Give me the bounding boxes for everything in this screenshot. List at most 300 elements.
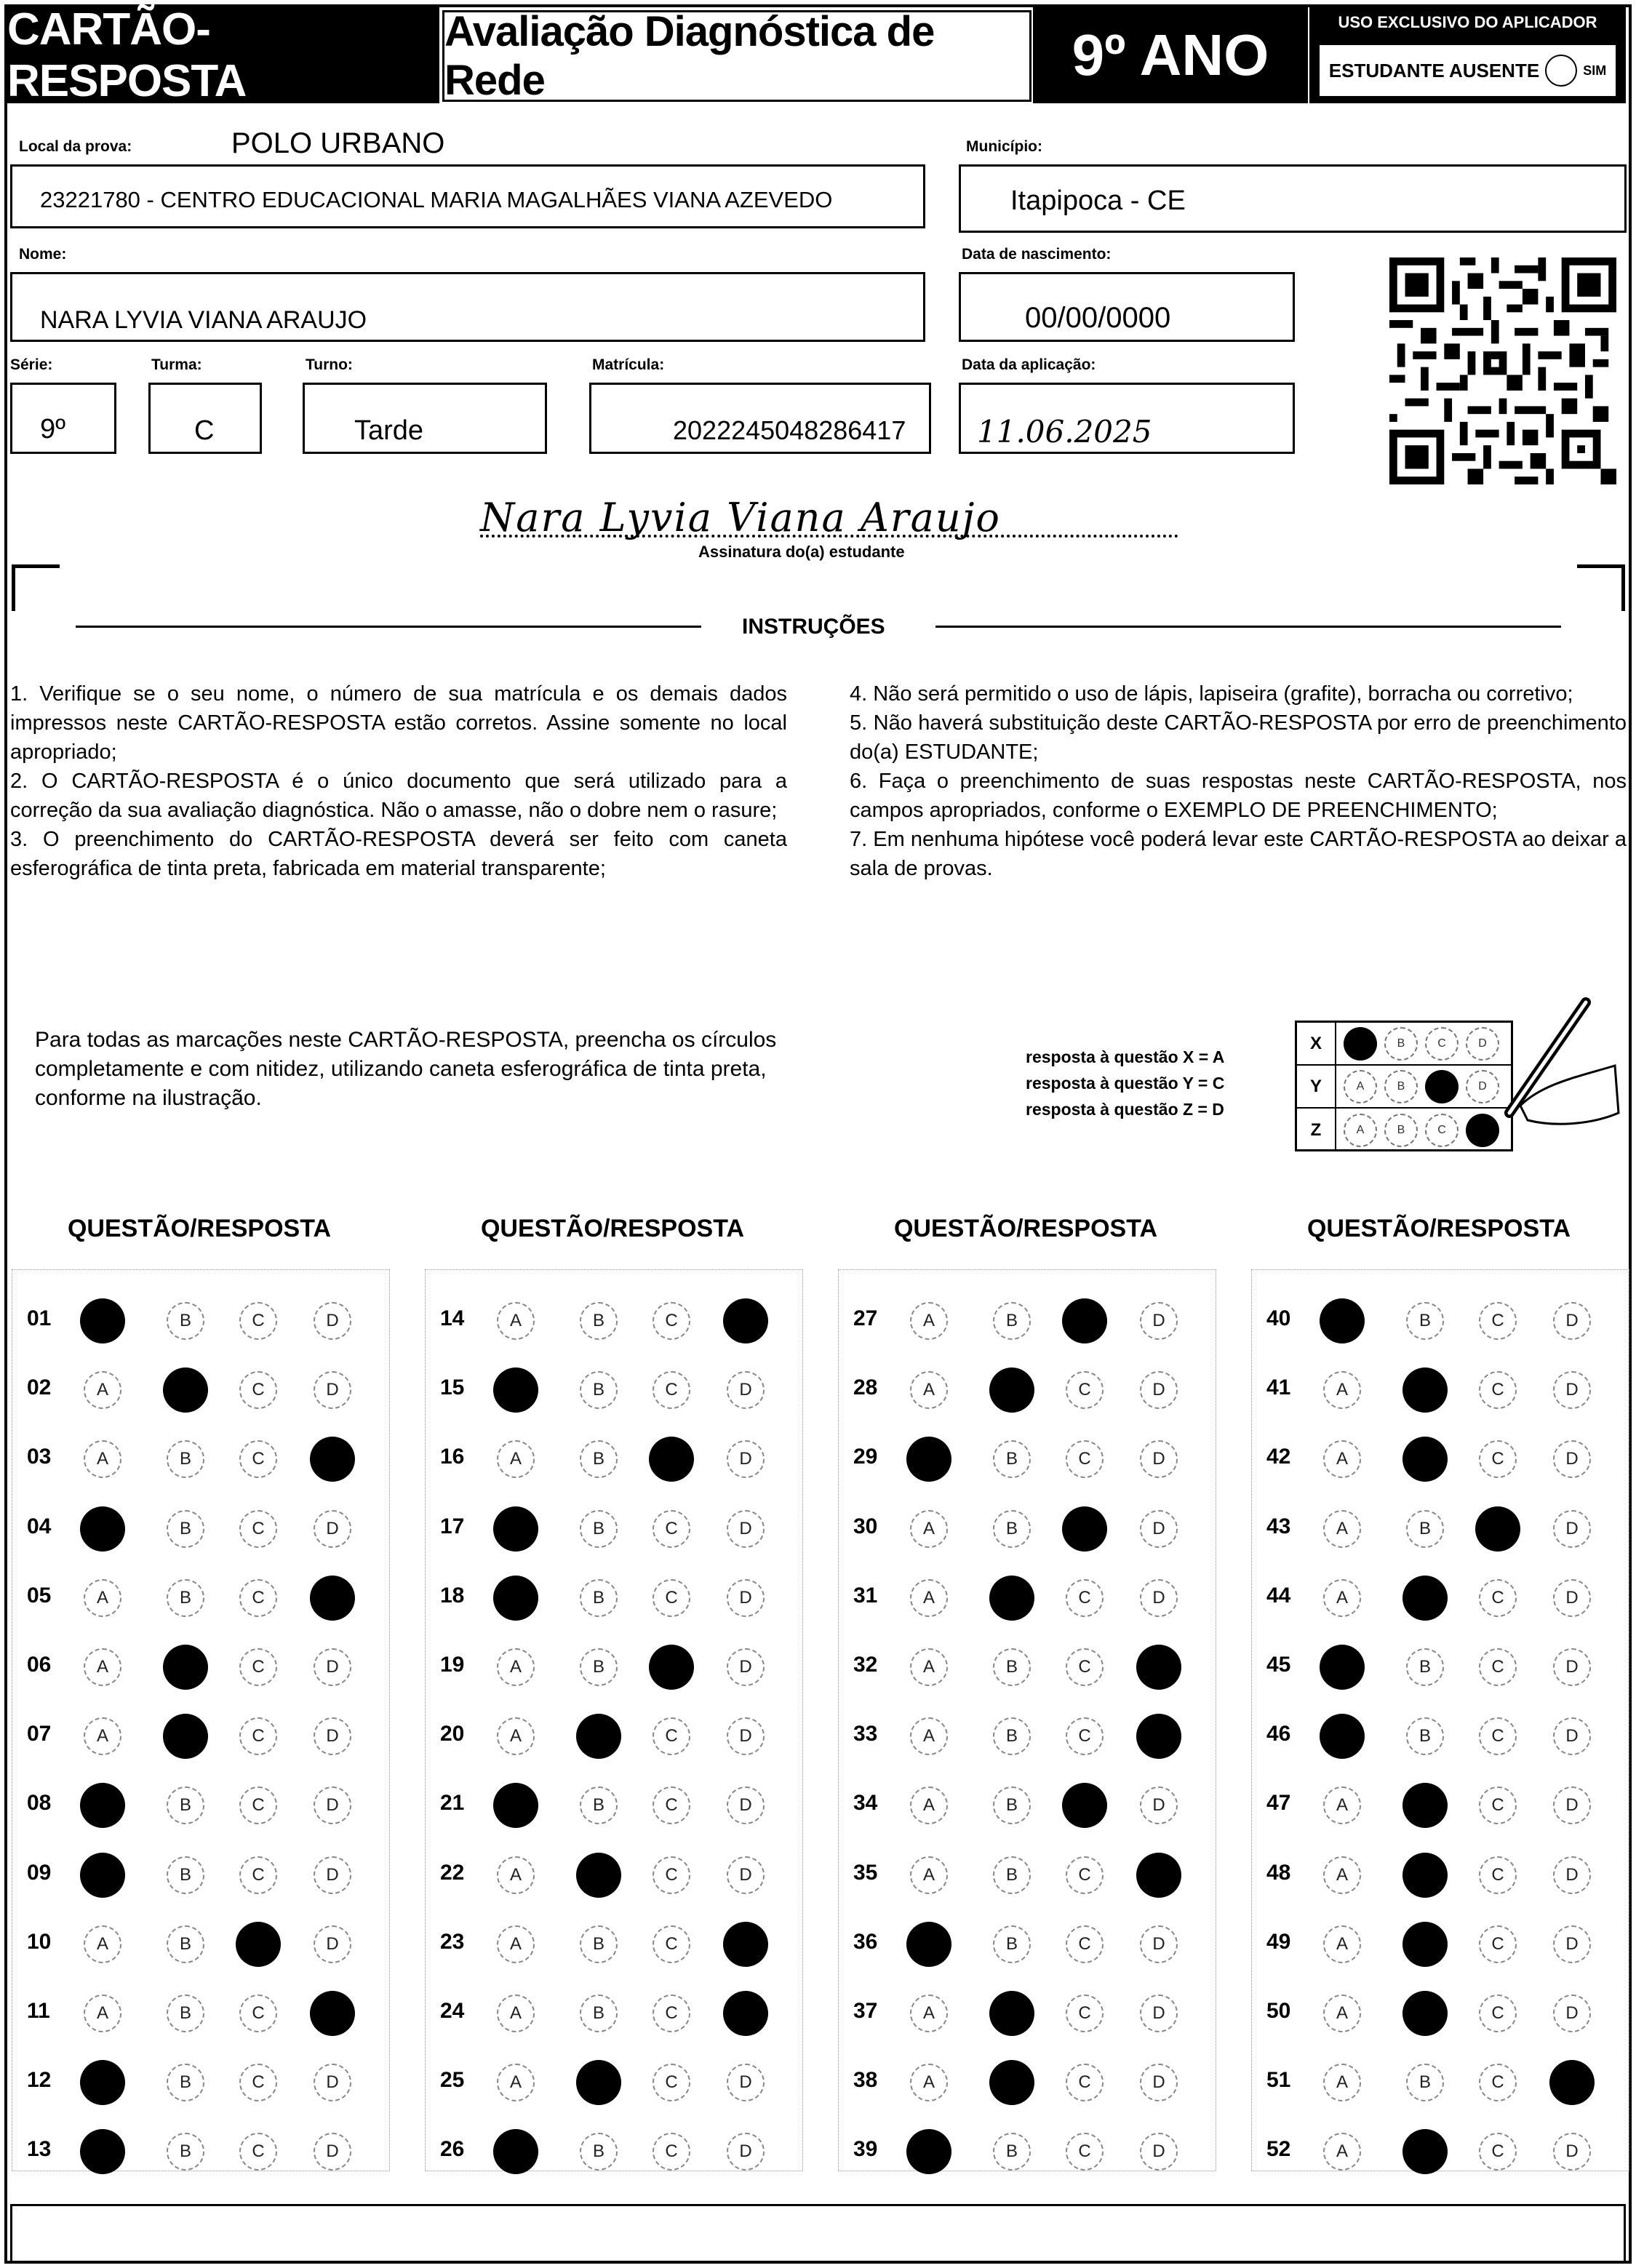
answer-bubble[interactable]: D bbox=[1140, 2133, 1178, 2171]
answer-bubble[interactable]: A bbox=[84, 1717, 121, 1755]
answer-bubble[interactable]: A bbox=[84, 1371, 121, 1409]
example-bubble: B bbox=[1384, 1027, 1418, 1061]
answer-bubble[interactable]: C bbox=[1479, 1925, 1517, 1963]
answer-bubble-filled[interactable]: B bbox=[576, 1714, 621, 1759]
answer-bubble[interactable]: B bbox=[580, 2133, 618, 2171]
legend-z: resposta à questão Z = D bbox=[1026, 1100, 1224, 1119]
municipio-value: Itapipoca - CE bbox=[1010, 185, 1186, 216]
question-number: 38 bbox=[853, 2068, 878, 2093]
nascimento-box bbox=[959, 272, 1295, 342]
answer-bubble[interactable]: D bbox=[1553, 1995, 1591, 2032]
question-number: 30 bbox=[853, 1514, 878, 1538]
answer-bubble-filled[interactable]: C bbox=[236, 1922, 281, 1967]
answer-bubble[interactable]: B bbox=[993, 1648, 1031, 1686]
answer-bubble[interactable]: C bbox=[1066, 1856, 1104, 1894]
answer-bubble[interactable]: D bbox=[314, 1371, 351, 1409]
answer-bubble-filled[interactable]: B bbox=[1402, 1853, 1448, 1898]
answer-bubble[interactable]: B bbox=[167, 1579, 204, 1617]
question-row bbox=[12, 1853, 389, 1897]
legend-x: resposta à questão X = A bbox=[1026, 1047, 1225, 1066]
answer-bubble[interactable]: D bbox=[727, 1786, 765, 1824]
answer-bubble-filled[interactable]: B bbox=[163, 1645, 208, 1690]
question-row bbox=[426, 1507, 802, 1551]
example-bubble: D bbox=[1466, 1070, 1499, 1103]
answer-bubble[interactable]: C bbox=[1479, 1371, 1517, 1409]
answer-bubble[interactable]: A bbox=[910, 1371, 948, 1409]
answer-bubble[interactable]: D bbox=[1140, 1510, 1178, 1548]
matricula-box bbox=[589, 383, 931, 454]
question-number: 24 bbox=[440, 1999, 465, 2023]
answer-bubble-filled[interactable]: D bbox=[723, 1298, 768, 1343]
question-number: 02 bbox=[27, 1375, 52, 1400]
answer-bubble[interactable]: A bbox=[1323, 1856, 1361, 1894]
answer-bubble-filled[interactable]: C bbox=[1062, 1298, 1107, 1343]
answer-bubble[interactable]: D bbox=[727, 1856, 765, 1894]
answer-bubble-filled[interactable]: B bbox=[163, 1714, 208, 1759]
answer-bubble[interactable]: C bbox=[1066, 1371, 1104, 1409]
question-row bbox=[426, 1645, 802, 1689]
signature-caption: Assinatura do(a) estudante bbox=[698, 543, 905, 561]
answer-bubble[interactable]: C bbox=[1066, 1440, 1104, 1478]
answer-bubble[interactable]: D bbox=[1553, 1717, 1591, 1755]
answer-bubble-filled[interactable]: C bbox=[1062, 1783, 1107, 1828]
absent-option: SIM bbox=[1583, 63, 1607, 78]
answer-bubble[interactable]: D bbox=[1553, 1371, 1591, 1409]
question-number: 06 bbox=[27, 1653, 52, 1677]
question-number: 25 bbox=[440, 2068, 465, 2093]
answer-bubble-filled[interactable]: D bbox=[723, 1991, 768, 2036]
answer-bubble[interactable]: C bbox=[1479, 1648, 1517, 1686]
question-number: 46 bbox=[1266, 1722, 1291, 1746]
answer-bubble[interactable]: A bbox=[497, 1925, 535, 1963]
answer-bubble[interactable]: C bbox=[1479, 1995, 1517, 2032]
answer-bubble[interactable]: C bbox=[239, 1371, 277, 1409]
question-number: 18 bbox=[440, 1583, 465, 1608]
answer-bubble[interactable]: B bbox=[993, 2133, 1031, 2171]
aplicacao-box bbox=[959, 383, 1295, 454]
absent-checkbox[interactable] bbox=[1545, 55, 1577, 87]
question-number: 07 bbox=[27, 1722, 52, 1746]
absent-box bbox=[1318, 44, 1617, 97]
answer-bubble[interactable]: A bbox=[910, 1717, 948, 1755]
question-row bbox=[426, 1368, 802, 1412]
question-number: 04 bbox=[27, 1514, 52, 1538]
answer-bubble-filled[interactable]: A bbox=[80, 1506, 125, 1552]
question-row bbox=[1252, 1853, 1629, 1897]
answer-bubble[interactable]: C bbox=[1479, 1856, 1517, 1894]
question-number: 39 bbox=[853, 2137, 878, 2162]
example-bubble: D bbox=[1466, 1027, 1499, 1061]
answer-bubble[interactable]: B bbox=[580, 1510, 618, 1548]
answer-bubble[interactable]: C bbox=[653, 1717, 690, 1755]
answer-bubble[interactable]: B bbox=[167, 1856, 204, 1894]
answer-bubble-filled[interactable]: A bbox=[493, 1367, 538, 1413]
answer-bubble[interactable]: D bbox=[1140, 1786, 1178, 1824]
answer-bubble[interactable]: D bbox=[1553, 1856, 1591, 1894]
answer-bubble[interactable]: D bbox=[1553, 1648, 1591, 1686]
answer-bubble-filled[interactable]: B bbox=[576, 1853, 621, 1898]
answer-bubble-filled[interactable]: C bbox=[649, 1645, 694, 1690]
answer-bubble[interactable]: B bbox=[167, 1510, 204, 1548]
answer-bubble[interactable]: B bbox=[167, 2064, 204, 2101]
question-number: 43 bbox=[1266, 1514, 1291, 1538]
question-number: 05 bbox=[27, 1583, 52, 1608]
question-row bbox=[12, 1437, 389, 1481]
answer-bubble[interactable]: A bbox=[910, 1579, 948, 1617]
turma-box bbox=[148, 383, 262, 454]
question-row bbox=[12, 1299, 389, 1343]
legend-y: resposta à questão Y = C bbox=[1026, 1074, 1225, 1093]
question-number: 12 bbox=[27, 2068, 52, 2093]
answer-bubble[interactable]: A bbox=[910, 1510, 948, 1548]
answer-bubble[interactable]: B bbox=[580, 1648, 618, 1686]
example-bubble: C bbox=[1425, 1027, 1459, 1061]
answer-bubble[interactable]: D bbox=[1553, 1302, 1591, 1340]
answer-bubble[interactable]: C bbox=[653, 1302, 690, 1340]
answer-bubble[interactable]: B bbox=[167, 2133, 204, 2171]
answer-bubble[interactable]: C bbox=[1066, 2133, 1104, 2171]
question-row bbox=[426, 1784, 802, 1827]
answer-bubble-filled[interactable]: D bbox=[310, 1991, 355, 2036]
answer-bubble[interactable]: B bbox=[993, 1302, 1031, 1340]
answer-bubble-filled[interactable]: A bbox=[80, 1298, 125, 1343]
nome-value: NARA LYVIA VIANA ARAUJO bbox=[40, 306, 367, 334]
answer-bubble[interactable]: A bbox=[497, 1302, 535, 1340]
corner-top-right bbox=[1577, 564, 1625, 611]
answer-bubble[interactable]: D bbox=[314, 1302, 351, 1340]
question-row bbox=[12, 1507, 389, 1551]
answer-bubble[interactable]: C bbox=[653, 2064, 690, 2101]
example-row-label: Y bbox=[1297, 1066, 1336, 1107]
question-number: 41 bbox=[1266, 1375, 1291, 1400]
answer-bubble-filled[interactable]: B bbox=[576, 2060, 621, 2105]
answer-bubble-filled[interactable]: A bbox=[493, 1783, 538, 1828]
answer-bubble-filled[interactable]: A bbox=[80, 2060, 125, 2105]
answer-bubble[interactable]: C bbox=[653, 1995, 690, 2032]
question-row bbox=[12, 2130, 389, 2173]
answer-bubble[interactable]: C bbox=[653, 1371, 690, 1409]
answer-bubble[interactable]: B bbox=[580, 1371, 618, 1409]
answer-bubble[interactable]: A bbox=[1323, 1925, 1361, 1963]
question-row bbox=[12, 1922, 389, 1966]
question-row bbox=[12, 1645, 389, 1689]
answer-bubble[interactable]: C bbox=[1066, 2064, 1104, 2101]
example-text: Para todas as marcações neste CARTÃO-RESPOSTA, preencha os círculos completamente e com nitidez, utilizando caneta esferográfica de tinta preta, conforme na ilustração. bbox=[35, 1028, 777, 1110]
answer-bubble[interactable]: D bbox=[727, 2133, 765, 2171]
example-bubble: A bbox=[1344, 1070, 1377, 1103]
answer-bubble-filled[interactable]: B bbox=[1402, 1437, 1448, 1482]
answer-bubble-filled[interactable]: A bbox=[1320, 1298, 1365, 1343]
answer-bubble[interactable]: B bbox=[580, 1925, 618, 1963]
answer-bubble[interactable]: B bbox=[1406, 1648, 1444, 1686]
answer-bubble[interactable]: D bbox=[1553, 1510, 1591, 1548]
answer-bubble[interactable]: D bbox=[1553, 1440, 1591, 1478]
answer-bubble[interactable]: D bbox=[314, 2133, 351, 2171]
answer-bubble[interactable]: C bbox=[239, 1510, 277, 1548]
instruction-1: 1. Verifique se o seu nome, o número de sua matrícula e os demais dados impressos neste CARTÃO-RESPOSTA estão corretos. Assine somente no local apropriado; bbox=[10, 682, 787, 764]
question-row bbox=[426, 1299, 802, 1343]
answer-bubble[interactable]: D bbox=[314, 1786, 351, 1824]
question-row bbox=[839, 1992, 1216, 2035]
answer-bubble-filled[interactable]: D bbox=[1136, 1853, 1181, 1898]
answer-column-3 bbox=[838, 1269, 1216, 2171]
answer-bubble[interactable]: C bbox=[239, 1786, 277, 1824]
answer-bubble[interactable]: B bbox=[167, 1995, 204, 2032]
answer-bubble[interactable]: C bbox=[239, 2064, 277, 2101]
answer-bubble[interactable]: B bbox=[167, 1925, 204, 1963]
answer-bubble-filled[interactable]: C bbox=[649, 1437, 694, 1482]
answer-bubble[interactable]: C bbox=[1066, 1579, 1104, 1617]
answer-bubble[interactable]: A bbox=[497, 2064, 535, 2101]
answer-bubble[interactable]: A bbox=[910, 1786, 948, 1824]
answer-bubble[interactable]: C bbox=[1479, 1717, 1517, 1755]
answer-bubble-filled[interactable]: B bbox=[1402, 1991, 1448, 2036]
answer-column-2 bbox=[425, 1269, 803, 2171]
answer-bubble[interactable]: D bbox=[1140, 1579, 1178, 1617]
grade-label: 9º ANO bbox=[1033, 7, 1308, 103]
serie-box bbox=[10, 383, 116, 454]
answer-bubble[interactable]: C bbox=[653, 2133, 690, 2171]
answer-bubble[interactable]: D bbox=[1140, 1995, 1178, 2032]
question-number: 10 bbox=[27, 1929, 52, 1954]
answer-bubble[interactable]: B bbox=[993, 1856, 1031, 1894]
answer-bubble[interactable]: C bbox=[239, 1302, 277, 1340]
question-number: 52 bbox=[1266, 2137, 1291, 2162]
answer-bubble[interactable]: C bbox=[653, 1856, 690, 1894]
question-row bbox=[839, 1853, 1216, 1897]
answer-bubble[interactable]: A bbox=[84, 1995, 121, 2032]
example-bubble-filled bbox=[1344, 1027, 1377, 1061]
answer-bubble[interactable]: A bbox=[84, 1925, 121, 1963]
answer-bubble[interactable]: C bbox=[1479, 1579, 1517, 1617]
answer-bubble-filled[interactable]: B bbox=[163, 1367, 208, 1413]
answer-bubble[interactable]: D bbox=[727, 1440, 765, 1478]
answer-bubble-filled[interactable]: A bbox=[493, 1506, 538, 1552]
answer-bubble[interactable]: C bbox=[239, 1856, 277, 1894]
question-row bbox=[426, 2061, 802, 2104]
answer-bubble-filled[interactable]: B bbox=[989, 2060, 1034, 2105]
answer-bubble-filled[interactable]: A bbox=[80, 2129, 125, 2174]
answer-bubble-filled[interactable]: B bbox=[989, 1367, 1034, 1413]
answer-bubble-filled[interactable]: B bbox=[989, 1576, 1034, 1621]
question-row bbox=[839, 1299, 1216, 1343]
nascimento-label: Data de nascimento: bbox=[962, 246, 1112, 263]
answer-bubble[interactable]: C bbox=[1066, 1995, 1104, 2032]
answer-bubble[interactable]: D bbox=[1553, 1786, 1591, 1824]
answer-bubble-filled[interactable]: A bbox=[80, 1783, 125, 1828]
answer-bubble-filled[interactable]: B bbox=[1402, 2129, 1448, 2174]
answer-bubble[interactable]: C bbox=[239, 1717, 277, 1755]
answer-bubble[interactable]: D bbox=[727, 1510, 765, 1548]
answer-bubble[interactable]: B bbox=[1406, 2064, 1444, 2101]
answer-bubble-filled[interactable]: A bbox=[1320, 1645, 1365, 1690]
question-number: 31 bbox=[853, 1583, 878, 1608]
question-row bbox=[426, 1992, 802, 2035]
question-number: 35 bbox=[853, 1860, 878, 1885]
answer-bubble[interactable]: C bbox=[239, 1579, 277, 1617]
answer-bubble[interactable]: A bbox=[497, 1648, 535, 1686]
answer-bubble-filled[interactable]: D bbox=[1549, 2060, 1595, 2105]
answer-bubble-filled[interactable]: D bbox=[723, 1922, 768, 1967]
answer-bubble[interactable]: B bbox=[993, 1925, 1031, 1963]
answer-bubble[interactable]: A bbox=[1323, 2133, 1361, 2171]
question-row bbox=[1252, 1714, 1629, 1758]
answer-bubble-filled[interactable]: B bbox=[1402, 1783, 1448, 1828]
answer-bubble[interactable]: A bbox=[497, 1856, 535, 1894]
answer-bubble-filled[interactable]: B bbox=[1402, 1922, 1448, 1967]
answer-bubble[interactable]: B bbox=[993, 1786, 1031, 1824]
question-number: 23 bbox=[440, 1929, 465, 1954]
answer-bubble[interactable]: B bbox=[580, 1786, 618, 1824]
answer-bubble[interactable]: C bbox=[239, 1995, 277, 2032]
question-number: 40 bbox=[1266, 1306, 1291, 1330]
answer-bubble-filled[interactable]: D bbox=[1136, 1714, 1181, 1759]
answer-bubble[interactable]: B bbox=[167, 1786, 204, 1824]
answer-bubble[interactable]: D bbox=[1140, 1925, 1178, 1963]
question-row bbox=[839, 1507, 1216, 1551]
answer-bubble[interactable]: A bbox=[497, 1717, 535, 1755]
question-row bbox=[12, 2061, 389, 2104]
question-number: 44 bbox=[1266, 1583, 1291, 1608]
answer-bubble-filled[interactable]: B bbox=[1402, 1367, 1448, 1413]
answer-bubble[interactable]: C bbox=[1479, 2133, 1517, 2171]
answer-bubble[interactable]: A bbox=[1323, 1371, 1361, 1409]
answer-bubble-filled[interactable]: D bbox=[310, 1437, 355, 1482]
answer-bubble[interactable]: D bbox=[727, 1717, 765, 1755]
answer-bubble[interactable]: A bbox=[1323, 1786, 1361, 1824]
answer-bubble[interactable]: D bbox=[1553, 1579, 1591, 1617]
answer-bubble[interactable]: A bbox=[1323, 1510, 1361, 1548]
answer-bubble[interactable]: A bbox=[1323, 1579, 1361, 1617]
answer-bubble[interactable]: A bbox=[910, 1995, 948, 2032]
answer-bubble[interactable]: C bbox=[1479, 1440, 1517, 1478]
answer-bubble[interactable]: D bbox=[314, 1925, 351, 1963]
answer-bubble[interactable]: D bbox=[727, 1371, 765, 1409]
column-title-3: QUESTÃO/RESPOSTA bbox=[893, 1215, 1158, 1242]
answer-bubble[interactable]: A bbox=[84, 1440, 121, 1478]
answer-bubble-filled[interactable]: B bbox=[989, 1991, 1034, 2036]
answer-bubble[interactable]: B bbox=[993, 1510, 1031, 1548]
answer-bubble[interactable]: A bbox=[1323, 2064, 1361, 2101]
answer-bubble[interactable]: A bbox=[1323, 1995, 1361, 2032]
answer-bubble[interactable]: C bbox=[653, 1925, 690, 1963]
answer-bubble[interactable]: D bbox=[1140, 1302, 1178, 1340]
answer-bubble[interactable]: D bbox=[1140, 2064, 1178, 2101]
answer-bubble[interactable]: B bbox=[993, 1440, 1031, 1478]
answer-bubble[interactable]: D bbox=[1140, 1371, 1178, 1409]
answer-bubble[interactable]: C bbox=[653, 1510, 690, 1548]
answer-bubble-filled[interactable]: A bbox=[493, 2129, 538, 2174]
answer-bubble[interactable]: B bbox=[993, 1717, 1031, 1755]
answer-bubble[interactable]: D bbox=[727, 2064, 765, 2101]
question-number: 27 bbox=[853, 1306, 878, 1330]
question-number: 29 bbox=[853, 1445, 878, 1469]
answer-bubble[interactable]: C bbox=[653, 1579, 690, 1617]
answer-bubble[interactable]: B bbox=[1406, 1302, 1444, 1340]
answer-bubble[interactable]: A bbox=[910, 1648, 948, 1686]
answer-bubble[interactable]: D bbox=[727, 1648, 765, 1686]
answer-bubble[interactable]: D bbox=[314, 1510, 351, 1548]
answer-bubble[interactable]: B bbox=[580, 1302, 618, 1340]
answer-bubble[interactable]: A bbox=[497, 1995, 535, 2032]
answer-bubble[interactable]: A bbox=[84, 1579, 121, 1617]
answer-bubble[interactable]: B bbox=[1406, 1717, 1444, 1755]
answer-bubble-filled[interactable]: D bbox=[310, 1576, 355, 1621]
example-bubble: B bbox=[1384, 1114, 1418, 1147]
answer-bubble[interactable]: B bbox=[167, 1440, 204, 1478]
answer-bubble[interactable]: D bbox=[1140, 1440, 1178, 1478]
answer-bubble-filled[interactable]: A bbox=[1320, 1714, 1365, 1759]
answer-bubble-filled[interactable]: A bbox=[906, 2129, 951, 2174]
answer-bubble[interactable]: A bbox=[84, 1648, 121, 1686]
answer-bubble-filled[interactable]: D bbox=[1136, 1645, 1181, 1690]
signature-line bbox=[480, 535, 1178, 538]
answer-bubble[interactable]: A bbox=[1323, 1440, 1361, 1478]
answer-bubble[interactable]: A bbox=[910, 2064, 948, 2101]
answer-bubble[interactable]: C bbox=[1479, 1302, 1517, 1340]
answer-bubble-filled[interactable]: C bbox=[1475, 1506, 1520, 1552]
answer-bubble[interactable]: D bbox=[314, 2064, 351, 2101]
instructions-title: INSTRUÇÕES bbox=[742, 615, 885, 639]
matricula-label: Matrícula: bbox=[592, 356, 665, 373]
question-number: 36 bbox=[853, 1929, 878, 1954]
answer-bubble[interactable]: A bbox=[910, 1302, 948, 1340]
answer-bubble-filled[interactable]: A bbox=[906, 1922, 951, 1967]
question-number: 13 bbox=[27, 2137, 52, 2162]
answer-bubble[interactable]: C bbox=[1066, 1648, 1104, 1686]
answer-bubble[interactable]: B bbox=[580, 1579, 618, 1617]
answer-bubble[interactable]: B bbox=[580, 1440, 618, 1478]
answer-bubble-filled[interactable]: B bbox=[1402, 1576, 1448, 1621]
answer-bubble[interactable]: B bbox=[167, 1302, 204, 1340]
question-row bbox=[12, 1992, 389, 2035]
question-number: 48 bbox=[1266, 1860, 1291, 1885]
answer-bubble[interactable]: D bbox=[1553, 2133, 1591, 2171]
answer-bubble[interactable]: C bbox=[239, 1648, 277, 1686]
answer-bubble[interactable]: C bbox=[239, 1440, 277, 1478]
answer-bubble[interactable]: C bbox=[1066, 1717, 1104, 1755]
answer-bubble[interactable]: D bbox=[1553, 1925, 1591, 1963]
answer-bubble[interactable]: A bbox=[910, 1856, 948, 1894]
answer-bubble[interactable]: C bbox=[239, 2133, 277, 2171]
answer-bubble[interactable]: D bbox=[314, 1648, 351, 1686]
question-number: 33 bbox=[853, 1722, 878, 1746]
answer-bubble-filled[interactable]: A bbox=[906, 1437, 951, 1482]
answer-bubble[interactable]: C bbox=[653, 1786, 690, 1824]
question-number: 16 bbox=[440, 1445, 465, 1469]
example-bubble: B bbox=[1384, 1070, 1418, 1103]
answer-bubble[interactable]: A bbox=[497, 1440, 535, 1478]
example-bubble: A bbox=[1344, 1114, 1377, 1147]
answer-bubble[interactable]: B bbox=[580, 1995, 618, 2032]
answer-bubble-filled[interactable]: A bbox=[493, 1576, 538, 1621]
question-number: 32 bbox=[853, 1653, 878, 1677]
answer-bubble[interactable]: C bbox=[1479, 1786, 1517, 1824]
answer-bubble[interactable]: B bbox=[1406, 1510, 1444, 1548]
turno-label: Turno: bbox=[306, 356, 353, 373]
question-row bbox=[1252, 1992, 1629, 2035]
answer-bubble[interactable]: C bbox=[1066, 1925, 1104, 1963]
turno-box bbox=[303, 383, 547, 454]
answer-column-4 bbox=[1251, 1269, 1629, 2171]
answer-bubble[interactable]: D bbox=[727, 1579, 765, 1617]
answer-bubble[interactable]: C bbox=[1479, 2064, 1517, 2101]
answer-bubble[interactable]: D bbox=[314, 1717, 351, 1755]
answer-bubble-filled[interactable]: A bbox=[80, 1853, 125, 1898]
turma-label: Turma: bbox=[151, 356, 202, 373]
answer-bubble-filled[interactable]: C bbox=[1062, 1506, 1107, 1552]
answer-bubble[interactable]: D bbox=[314, 1856, 351, 1894]
